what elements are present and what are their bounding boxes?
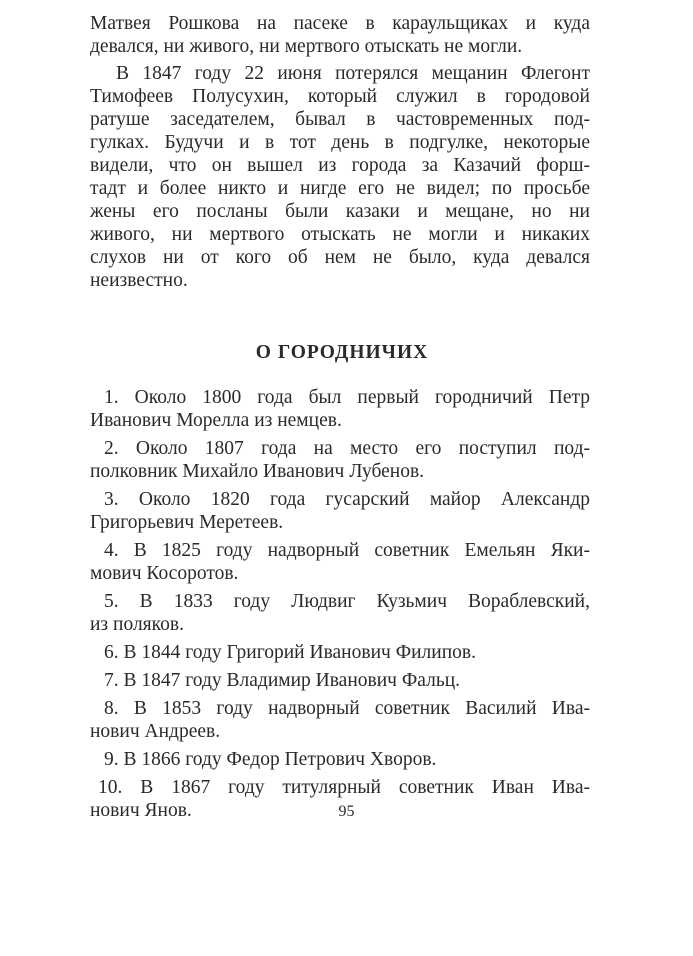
text-line: ратуше заседателем, бывал в частовременных под-: [90, 109, 590, 130]
text-line: неизвестно.: [90, 270, 188, 291]
text-line: тадт и более никто и нигде его не видел; по просьбе: [90, 178, 590, 199]
list-item: [90, 386, 590, 432]
text-line: 5. В 1833 году Людвиг Кузьмич Вораблевский,: [104, 591, 590, 612]
text-line: Григорьевич Меретеев.: [90, 512, 284, 533]
text-line: 7. В 1847 году Владимир Иванович Фальц.: [104, 670, 461, 691]
text-line: 1. Около 1800 года был первый городничий Петр: [104, 387, 590, 408]
text-line: девался, ни живого, ни мертвого отыскать не могли.: [90, 36, 523, 57]
text-line: Тимофеев Полусухин, который служил в городовой: [90, 86, 590, 107]
text-line: 9. В 1866 году Федор Петрович Хворов.: [104, 749, 437, 770]
text-line: 2. Около 1807 года на место его поступил под-: [104, 438, 590, 459]
text-line: из поляков.: [90, 614, 184, 635]
text-line: Иванович Морелла из немцев.: [90, 410, 342, 431]
text-line: 4. В 1825 году надворный советник Емельян Яки-: [104, 540, 590, 561]
text-line: В 1847 году 22 июня потерялся мещанин Флегонт: [116, 63, 590, 84]
section-heading: О ГОРОДНИЧИХ: [255, 342, 429, 363]
text-line: 10. В 1867 году титулярный советник Иван Ива-: [98, 777, 590, 798]
text-line: слухов ни от кого об нем не было, куда девался: [90, 247, 590, 268]
page-body: [90, 12, 590, 827]
text-line: полковник Михайло Иванович Лубенов.: [90, 461, 425, 482]
text-line: 3. Около 1820 года гусарский майор Александр: [104, 489, 590, 510]
list-item: [90, 697, 590, 743]
text-line: 8. В 1853 году надворный советник Василий Ива-: [104, 698, 590, 719]
text-line: нович Андреев.: [90, 721, 221, 742]
text-line: Матвея Рошкова на пасеке в караульщиках и куда: [90, 13, 590, 34]
list-item: [90, 669, 590, 692]
text-line: живого, ни мертвого отыскать не могли и никаких: [90, 224, 590, 245]
governors-list: [90, 386, 590, 822]
text-line: видели, что он вышел из города за Казачий форш-: [90, 155, 590, 176]
text-line: гулках. Будучи и в тот день в подгулке, некоторые: [90, 132, 590, 153]
list-item: [90, 590, 590, 636]
list-item: [90, 748, 590, 771]
text-line: мович Косоротов.: [90, 563, 239, 584]
text-line: жены его посланы были казаки и мещане, но ни: [90, 201, 590, 222]
list-item: [90, 437, 590, 483]
text-line: нович Янов.: [90, 800, 192, 821]
intro-paragraph-end: [90, 12, 590, 58]
list-item: [90, 488, 590, 534]
paragraph-1847: [90, 62, 590, 292]
list-item: [90, 641, 590, 664]
page-number: 95: [338, 803, 355, 820]
text-line: 6. В 1844 году Григорий Иванович Филипов.: [104, 642, 476, 663]
list-item: [90, 539, 590, 585]
